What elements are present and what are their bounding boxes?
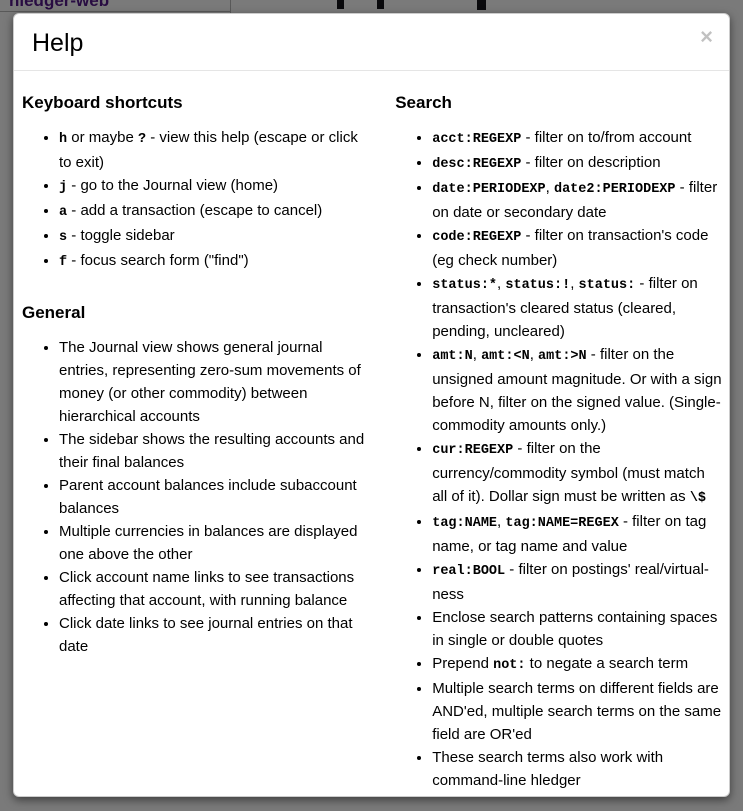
help-list-item [59,199,370,224]
text-run: to negate a search term [525,655,689,672]
text-run: - filter on description [521,154,661,171]
text-run: These search terms also work with command-line hledger [432,749,664,789]
code-snippet: not: [493,658,526,673]
help-list-item [59,428,370,474]
close-icon: × [700,24,713,49]
code-snippet: date:PERIODEXP [432,182,546,197]
help-list-item [59,174,370,199]
help-list-item [59,474,370,520]
help-column-left [14,92,382,792]
help-list-item [432,558,723,606]
text-run: - filter on transaction's code (eg check number) [432,227,709,269]
section-heading: Keyboard shortcuts [22,93,183,112]
code-snippet: h [59,132,68,147]
section-keyboard-shortcuts [22,92,370,274]
search-list [395,126,723,792]
code-snippet: amt:<N [481,349,530,364]
code-snippet: status:! [505,278,571,293]
help-list-item [59,224,370,249]
code-snippet: f [59,255,68,270]
code-snippet: cur:REGEXP [432,443,514,458]
text-run: The sidebar shows the resulting accounts and their final balances [59,431,365,471]
text-run: Enclose search patterns containing spaces in single or double quotes [432,609,718,649]
text-run: Multiple currencies in balances are displayed one above the other [59,523,358,563]
text-run: - view this help (escape or click to exit) [59,129,358,171]
text-run: - filter on to/from account [521,129,692,146]
text-run: , [529,346,539,363]
text-run: - go to the Journal view (home) [67,177,279,194]
help-list-item [59,566,370,612]
text-run: , [545,179,554,196]
code-snippet: s [59,230,68,245]
code-snippet: amt:>N [538,349,587,364]
general-list [22,336,370,658]
help-list-item [432,343,723,437]
text-run: , [570,275,579,292]
code-snippet: a [59,205,68,220]
code-snippet: code:REGEXP [432,230,522,245]
text-run: Multiple search terms on different fields are AND'ed, multiple search terms on the same field are OR'ed [432,680,722,743]
text-run: , [472,346,482,363]
text-run: The Journal view shows general journal entries, representing zero-sum movements of money (or other commodity) between hierarchical accounts [59,339,361,425]
code-snippet: j [59,180,68,195]
text-run: - filter on the unsigned amount magnitude. Or with a sign before N, filter on the signed value. (Single-commodity amounts only.) [432,346,722,434]
text-run: - filter on the currency/commodity symbol (must match all of it). Dollar sign must be written as [432,440,705,505]
text-run: - filter on postings' real/virtual-ness [432,561,709,603]
help-modal [13,13,730,797]
code-snippet: acct:REGEXP [432,132,522,147]
help-list-item [432,224,723,272]
code-snippet: status: [578,278,636,293]
code-snippet: real:BOOL [432,564,506,579]
modal-body [14,71,729,797]
text-run: - add a transaction (escape to cancel) [67,202,323,219]
text-run: Click date links to see journal entries on that date [59,615,353,655]
close-button[interactable] [700,26,713,48]
keyboard-shortcuts-list [22,126,370,274]
modal-title: Help [32,29,84,57]
help-list-item [59,520,370,566]
section-search [395,92,723,792]
section-general [22,302,370,658]
text-run: - focus search form ("find") [67,252,249,269]
modal-header [14,14,729,71]
text-run: , [497,513,506,530]
text-run: Parent account balances include subaccount balances [59,477,357,517]
help-list-item [59,249,370,274]
text-run: Prepend [432,655,494,672]
help-list-item [59,126,370,174]
code-snippet: ? [137,132,147,147]
help-list-item [59,336,370,428]
code-snippet: tag:NAME [432,516,498,531]
text-run: - toggle sidebar [67,227,175,244]
help-list-item [432,677,723,746]
help-list-item [432,652,723,677]
text-run: , [497,275,506,292]
section-heading: Search [395,93,452,112]
help-list-item [432,510,723,558]
code-snippet: \$ [689,491,707,506]
help-column-right [382,92,729,792]
text-run: - filter on date or secondary date [432,179,718,221]
help-list-item [432,746,723,792]
code-snippet: desc:REGEXP [432,157,522,172]
help-list-item [432,272,723,343]
help-list-item [432,151,723,176]
text-run: - filter on transaction's cleared status (cleared, pending, uncleared) [432,275,698,340]
code-snippet: tag:NAME=REGEX [505,516,619,531]
text-run: or maybe [67,129,138,146]
help-list-item [59,612,370,658]
code-snippet: status:* [432,278,498,293]
help-list-item [432,437,723,510]
text-run: Click account name links to see transactions affecting that account, with running balance [59,569,355,609]
help-list-item [432,606,723,652]
code-snippet: date2:PERIODEXP [553,182,676,197]
help-list-item [432,176,723,224]
section-heading: General [22,303,86,322]
help-list-item [432,126,723,151]
text-run: - filter on tag name, or tag name and value [432,513,707,555]
code-snippet: amt:N [432,349,473,364]
